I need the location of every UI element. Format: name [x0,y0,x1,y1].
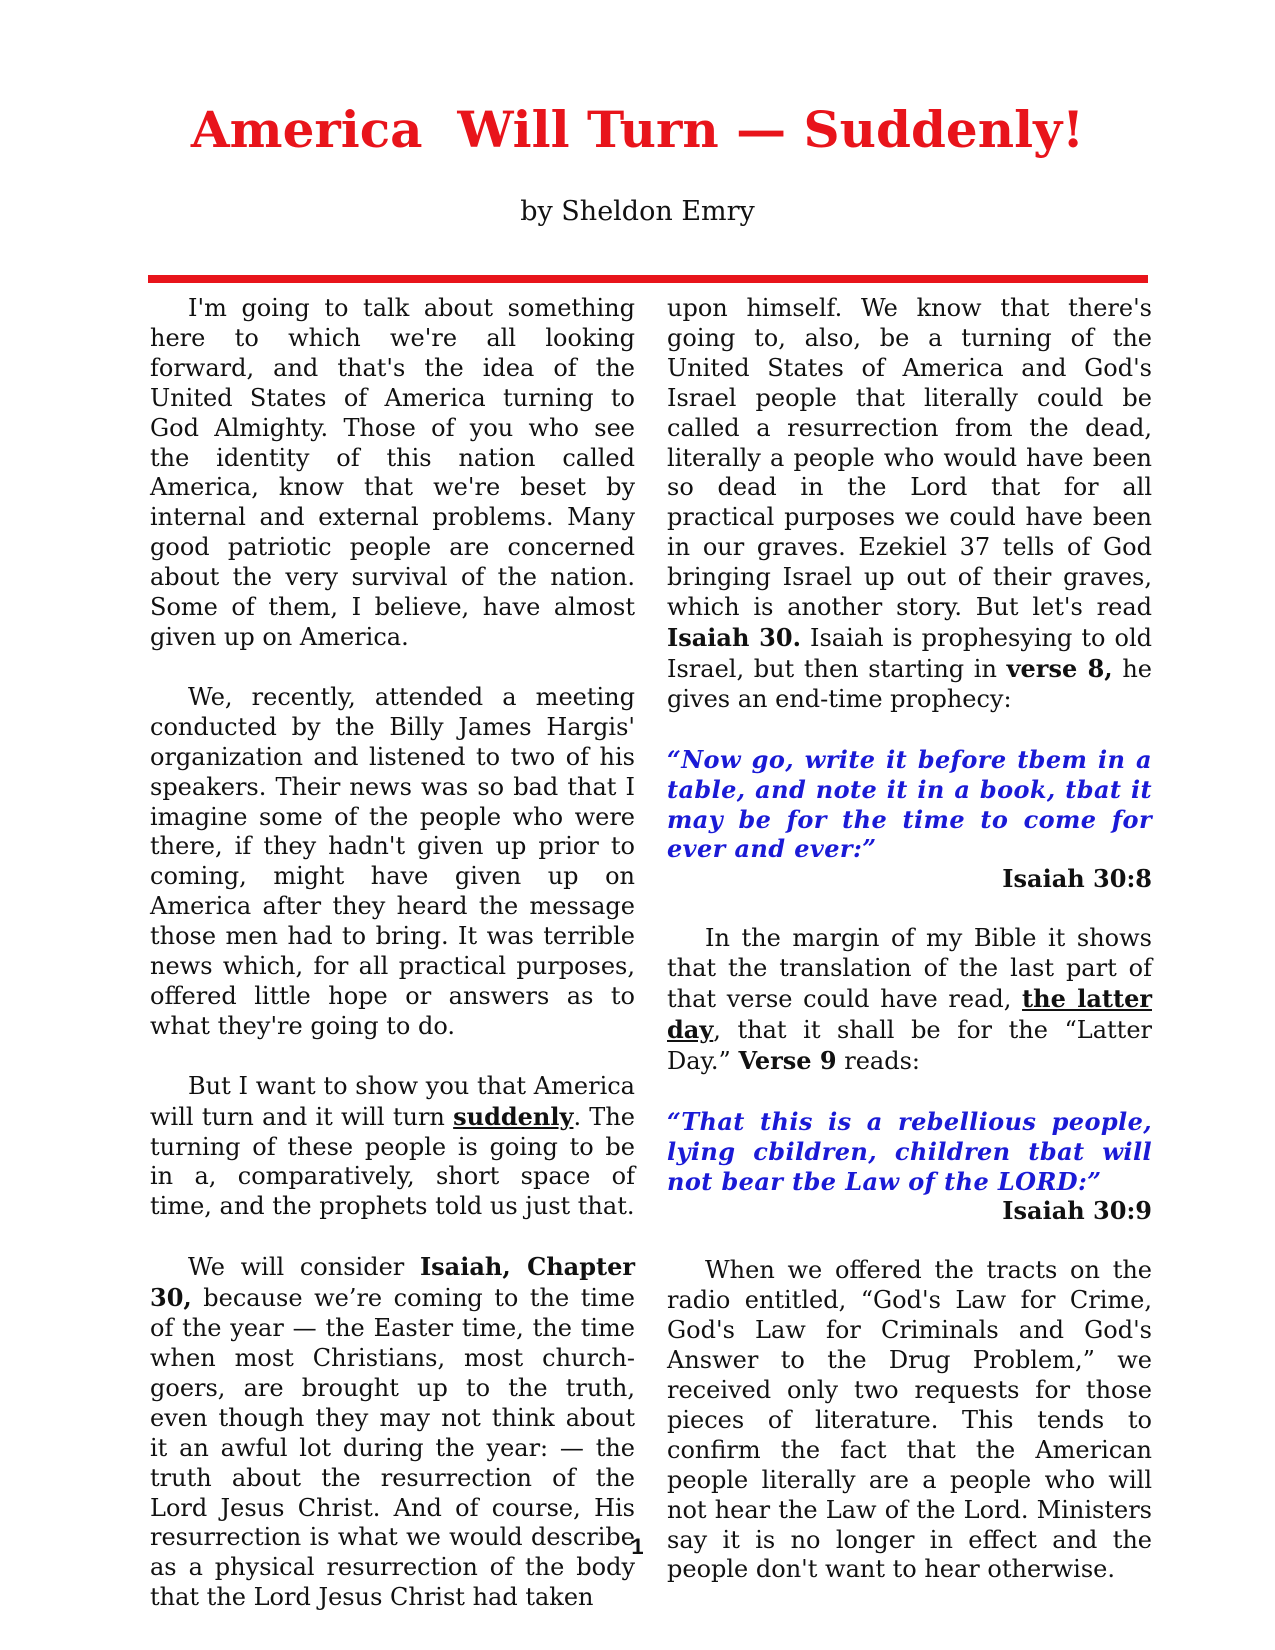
quote-citation: Isaiah 30:9 [1002,1196,1152,1226]
page-title: America Will Turn — Suddenly! [190,100,1085,159]
scripture-reference: Isaiah 30. [667,622,801,652]
right-column [667,294,1152,1615]
paragraph: I'm going to talk about something here to which we're all looking forward, and that's the idea of the United States of America turning to God Almighty. Those of you who see the identity of this nation called America, know that we're beset by internal and external problems. Many good patriotic people are concerned about the very survival of the nation. Some of them, I believe, have almost given up on America. [150,294,635,651]
paragraph: We will consider Isaiah, Chapter 30, because we’re coming to the time of the year — the Easter time, the time when most Christians, most church-goers, are brought up to the truth, even though they may not think about it an awful lot during the year: — the truth about the resurrection of the Lord Jesus Christ. And of course, His resurrection is what we would describe as a physical resurrection of the body that the Lord Jesus Christ had taken [150,1252,635,1612]
quote-citation: Isaiah 30:8 [1002,864,1152,894]
scripture-quote: “That this is a rebellious people, lying cbildren, children tbat will not bear tbe Law of the LORD:” [667,1106,1152,1196]
page-number: 1 [631,1534,644,1559]
paragraph: But I want to show you that America will turn and it will turn suddenly. The turning of these people is going to be in a, comparatively, short space of time, and the prophets told us just that. [150,1071,635,1221]
paragraph: In the margin of my Bible it shows that the translation of the last part of that verse could have read, the latter day, that it shall be for the “Latter Day.” Verse 9 reads: [667,924,1152,1075]
scripture-reference: Verse 9 [738,1045,837,1075]
emphasis-latter-day: the latter day [667,984,1152,1044]
title-divider [148,275,1148,283]
paragraph: When we offered the tracts on the radio entitled, “God's Law for Crime, God's Law for Criminals and God's Answer to the Drug Problem,” we received only two requests for those pieces of literature. This tends to confirm the fact that the American people literally are a people who will not hear the Law of the Lord. Ministers say it is no longer in effect and the people don't want to hear otherwise. [667,1256,1152,1584]
scripture-reference: Isaiah, Chapter 30, [150,1252,635,1313]
paragraph: upon himself. We know that there's going to, also, be a turning of the United States of America and God's Israel people that literally could be called a resurrection from the dead, literally a people who would have been so dead in the Lord that for all practical purposes we could have been in our graves. Ezekiel 37 tells of God bringing Israel up out of their graves, which is another story. But let's read Isaiah 30. Isaiah is prophesying to old Israel, but then starting in verse 8, he gives an end-time prophecy: [667,294,1152,713]
paragraph: We, recently, attended a meeting conducted by the Billy James Hargis' organization and listened to two of his speakers. Their news was so bad that I imagine some of the people who were there, if they hadn't given up prior to coming, might have given up on America after they heard the message those men had to bring. It was terrible news which, for all practical purposes, offered little hope or answers as to what they're going to do. [150,682,635,1040]
scripture-quote: “Now go, write it before tbem in a table, and note it in a book, tbat it may be for the time to come for ever and ever:” [667,744,1152,864]
left-column [150,294,635,1643]
scripture-reference: verse 8, [1006,653,1113,683]
emphasis-suddenly: suddenly [453,1101,574,1131]
author-byline: by Sheldon Emry [520,196,755,227]
